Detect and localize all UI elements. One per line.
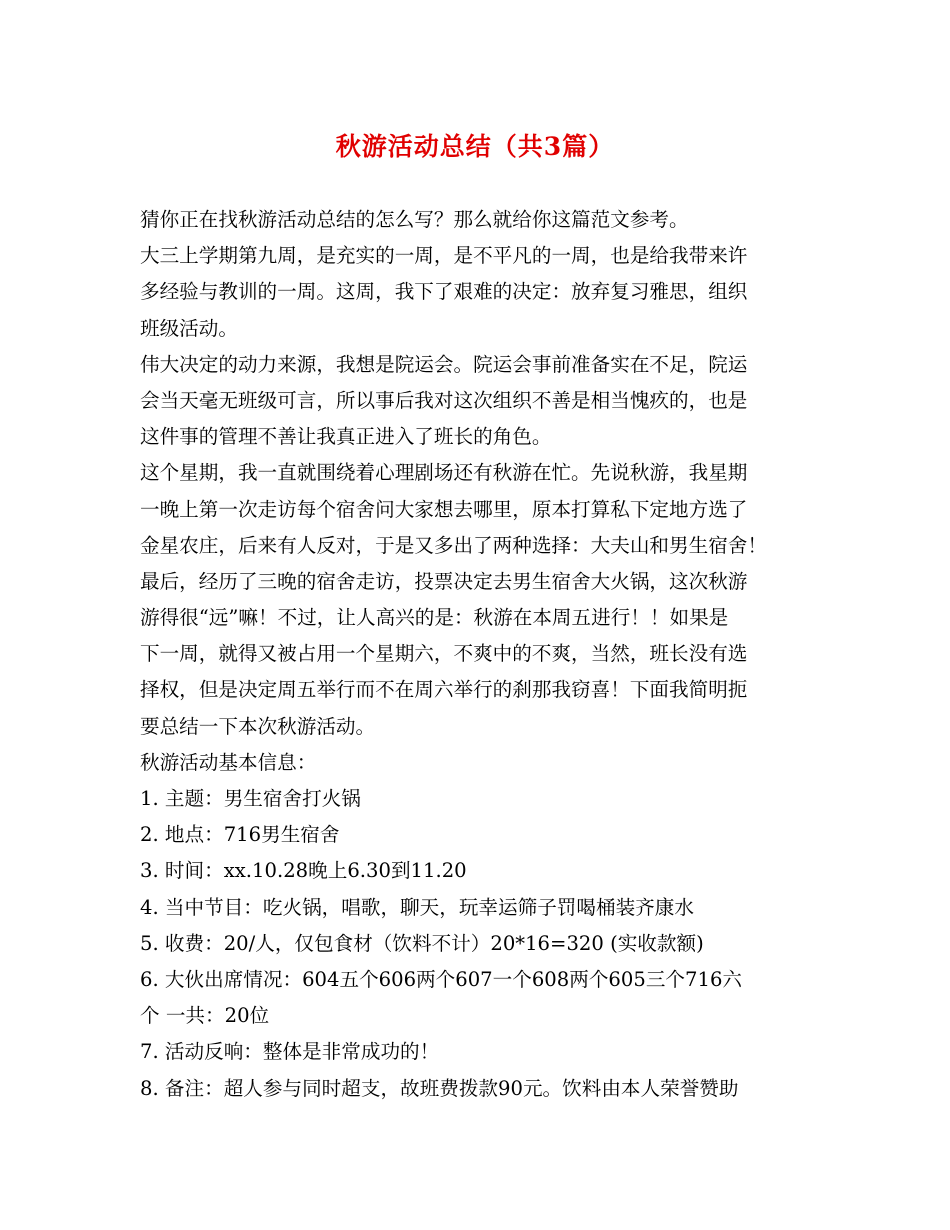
body-line: 猜你正在找秋游活动总结的怎么写？那么就给你这篇范文参考。 bbox=[140, 208, 689, 231]
list-item: 6. 大伙出席情况：604五个606两个607一个608两个605三个716六 bbox=[140, 967, 743, 991]
list-item: 5. 收费：20/人，仅包食材（饮料不计）20*16=320 (实收款额) bbox=[140, 931, 704, 955]
list-item: 1. 主题：男生宿舍打火锅 bbox=[140, 787, 361, 810]
list-item: 2. 地点：716男生宿舍 bbox=[140, 823, 340, 847]
list-item: 3. 时间：xx.10.28晚上6.30到11.20 bbox=[140, 859, 467, 883]
body-line: 伟大决定的动力来源，我想是院运会。院运会事前准备实在不足，院运 bbox=[140, 352, 748, 376]
body-line: 游得很“远”嘛！不过，让人高兴的是：秋游在本周五进行！！如果是 bbox=[140, 606, 729, 630]
list-item: 8. 备注：超人参与同时超支，故班费拨款90元。饮料由本人荣誉赞助 bbox=[140, 1076, 739, 1100]
body-line: 下一周，就得又被占用一个星期六，不爽中的不爽，当然，班长没有选 bbox=[140, 642, 748, 666]
body-line: 大三上学期第九周，是充实的一周，是不平凡的一周，也是给我带来许 bbox=[140, 244, 748, 268]
list-item-continuation: 个 一共：20位 bbox=[140, 1004, 270, 1028]
document-body bbox=[140, 202, 820, 1107]
body-line: 金星农庄，后来有人反对，于是又多出了两种选择：大夫山和男生宿舍！ bbox=[140, 533, 767, 557]
list-item: 4. 当中节目：吃火锅，唱歌，聊天，玩幸运筛子罚喝桶装齐康水 bbox=[140, 895, 694, 919]
body-line: 班级活动。 bbox=[140, 316, 238, 340]
list-item: 7. 活动反响：整体是非常成功的！ bbox=[140, 1040, 440, 1064]
document-title: 秋游活动总结（共3篇） bbox=[335, 132, 615, 161]
body-line: 这个星期，我一直就围绕着心理剧场还有秋游在忙。先说秋游，我星期 bbox=[140, 461, 748, 485]
body-line: 秋游活动基本信息： bbox=[140, 750, 317, 774]
body-line: 这件事的管理不善让我真正进入了班长的角色。 bbox=[140, 425, 552, 449]
body-line: 一晚上第一次走访每个宿舍问大家想去哪里，原本打算私下定地方选了 bbox=[140, 497, 748, 521]
body-line: 择权，但是决定周五举行而不在周六举行的刹那我窃喜！下面我简明扼 bbox=[140, 678, 748, 702]
body-line: 要总结一下本次秋游活动。 bbox=[140, 714, 376, 738]
body-line: 会当天毫无班级可言，所以事后我对这次组织不善是相当愧疚的，也是 bbox=[140, 388, 748, 412]
body-line: 多经验与教训的一周。这周，我下了艰难的决定：放弃复习雅思，组织 bbox=[140, 280, 748, 304]
body-line: 最后，经历了三晚的宿舍走访，投票决定去男生宿舍大火锅，这次秋游 bbox=[140, 569, 748, 593]
